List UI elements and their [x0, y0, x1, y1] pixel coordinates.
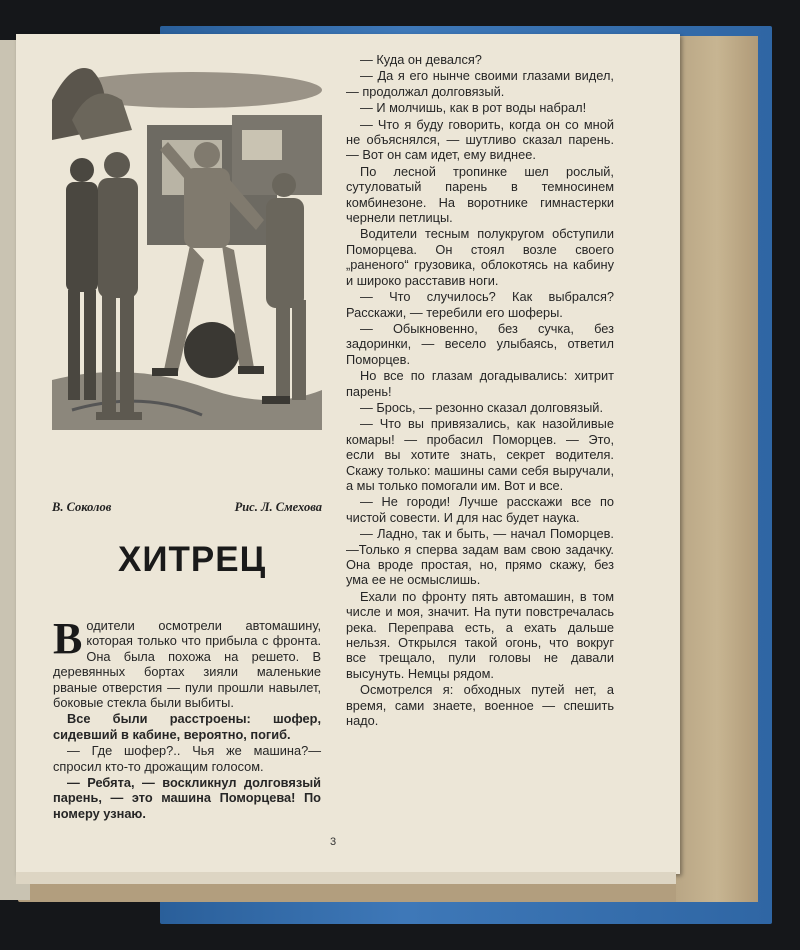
page-bottom-strip [16, 872, 676, 884]
paragraph: — Брось, — резонно сказал долговязый. [360, 399, 603, 415]
paragraph: — Что я буду говорить, когда он со мной не объяснялся, — шутливо сказал парень. — Вот он сам идет, ему виднее. [346, 116, 614, 163]
paragraph: — Обыкновенно, без сучка, без задоринки, — весело улыбаясь, ответил Поморцев. [346, 320, 614, 367]
paragraph: — Что случилось? Как выбрался? Расскажи, — теребили его шоферы. [346, 289, 614, 320]
right-column [346, 52, 614, 729]
kraft-edge [676, 36, 758, 902]
illustration-drivers-by-truck [52, 60, 322, 430]
paragraph: Все были расстроены: шофер, сидевший в кабине, вероятно, погиб. [53, 711, 321, 742]
paragraph: Водители тесным полукругом обступили Поморцева. Он стоял возле своего „раненого“ грузовика, облокотясь на кабину и широко расставив ноги. [346, 226, 614, 288]
paragraph: По лесной тропинке шел рослый, сутуловатый парень в темносинем комбинезоне. На воротнике гимнастерки чернели петлицы. [346, 163, 614, 226]
paragraph: Ехали по фронту пять автомашин, в том числе и моя, значит. На пути повстречалась река. Переправа есть, а ехать дальше нельзя. Открылся такой огонь, что вокруг все трещало, пули головы не давали высунуть. Немцы рядом. [346, 588, 614, 681]
paragraph: — Не городи! Лучше расскажи все по чистой совести. И для нас будет наука. [346, 494, 614, 525]
paragraph: — Куда он девался? [360, 52, 482, 67]
illustrator-credit: Рис. Л. Смехова [234, 500, 322, 514]
paragraph [53, 614, 321, 711]
paragraph: — Что вы привязались, как назойливые комары! — пробасил Поморцев. — Это, если вы хотите знать, секрет водителя. Скажу только: машины сами себя выручали, а мы только помогали им. Вот и все. [346, 416, 614, 493]
left-column [53, 614, 321, 822]
page-number: 3 [330, 836, 337, 848]
paragraph: Осмотрелся я: обходных путей нет, а время, сами знаете, военное — спешить надо. [346, 682, 614, 729]
paragraph: — Да я его нынче своими глазами видел, — продолжал долговязый. [346, 68, 614, 99]
paragraph: Но все по глазам догадывались: хитрит парень! [346, 368, 614, 399]
article-title: ХИТРЕЦ [118, 540, 267, 579]
paragraph: — И молчишь, как в рот воды набрал! [360, 100, 587, 116]
author-credit: В. Соколов [52, 500, 112, 514]
paragraph-text: одители осмотрели автомашину, которая только что прибыла с фронта. Она была похожа на решето. В деревянных бортах зияли маленькие рваные отверстия — пули прошли навылет, боковые стекла были выбиты. [53, 618, 321, 711]
paragraph: — Где шофер?.. Чья же машина?— спросил кто-то дрожащим голосом. [53, 743, 321, 774]
drop-cap: В [53, 614, 83, 663]
paragraph: — Ребята, — воскликнул долговязый парень, — это машина Поморцева! По номеру узнаю. [53, 775, 321, 821]
paragraph: — Ладно, так и быть, — начал Поморцев.—Только я сперва задам вам свою задачку. Она вроде простая, но, прямо скажу, без ума ее не осмыслишь. [346, 526, 614, 588]
captions [52, 500, 322, 515]
